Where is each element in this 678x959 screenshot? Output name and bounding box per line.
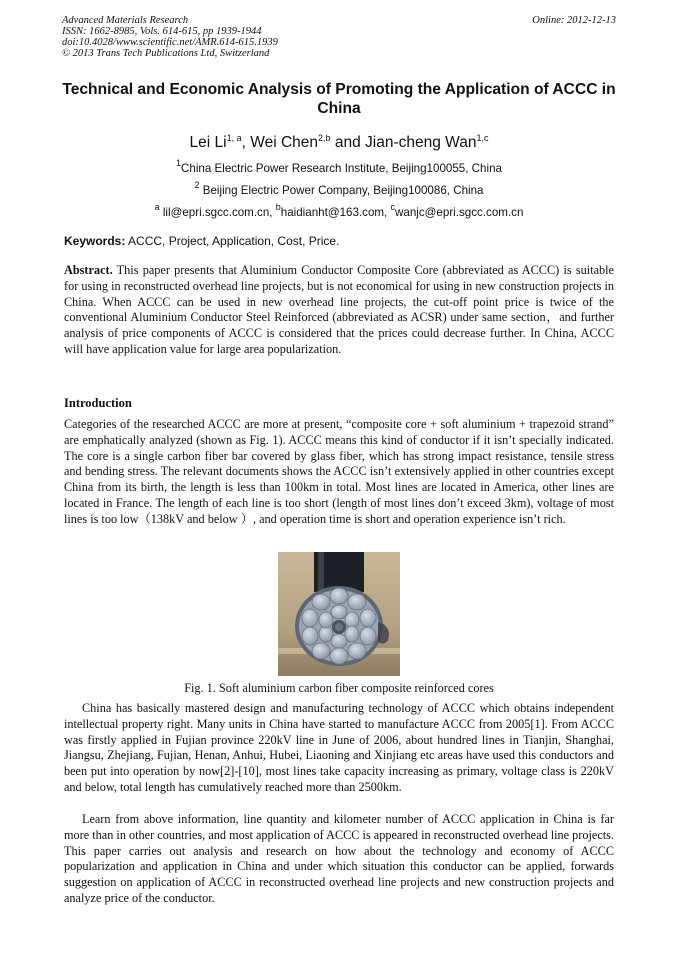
keywords-label: Keywords: [64, 234, 126, 248]
keywords [64, 234, 624, 248]
email-link[interactable]: haidianht@163.com, [280, 206, 391, 219]
section-heading: Introduction [64, 396, 132, 410]
email-link[interactable]: wanjc@epri.sgcc.com.cn [395, 206, 524, 219]
affiliation [40, 156, 638, 176]
email-list [40, 200, 638, 220]
figure-caption: Fig. 1. Soft aluminium carbon fiber composite reinforced cores [184, 681, 494, 695]
intro-paragraph-2: China has basically mastered design and manufacturing technology of ACCC which obtains independent intellectual property right. Many units in China have started to manufacture ACCC from 2005[1]. From ACCC was firstly applied in Fujian province 220kV line in June of 2006, about hundred lines in Tianjin, Shanghai, Jiangsu, Zhejiang, Fujian, Henan, Anhui, Hubei, Liaoning and Xinjiang etc areas have used this conductors and been put into operation by now[2]-[10], most lines take capacity increasing as primary, voltage class is 220kV and below, total length has cumulatively reached more than 2500km. [64, 701, 614, 794]
abstract-label: Abstract. [64, 263, 113, 277]
affiliation-text: Beijing Electric Power Company, Beijing100086, China [202, 184, 484, 197]
author-list [40, 129, 638, 152]
author-name: Lei Li [189, 134, 227, 151]
email-marker: a [154, 202, 160, 212]
keywords-text: ACCC, Project, Application, Cost, Price. [125, 234, 340, 248]
issn-line: ISSN: 1662-8985, Vols. 614-615, pp 1939-1944 [62, 26, 262, 37]
conductor-cross-section-photo [278, 552, 400, 676]
abstract [64, 263, 614, 358]
copyright-line: © 2013 Trans Tech Publications Ltd, Switzerland [62, 48, 270, 59]
affiliation [40, 178, 638, 198]
paper-title: Technical and Economic Analysis of Promoting the Application of ACCC in China [62, 81, 616, 117]
intro-paragraph-1: Categories of the researched ACCC are more at present, “composite core + soft aluminium + trapezoid strand” are emphatically analyzed (shown as Fig. 1). ACCC means this kind of conductor if it isn’t specially indicated. The core is a single carbon fiber bar covered by glass fiber, which has strong impact resistance, tensile stress and bending stress. The relevant documents shows the ACCC isn’t extensively applied in other countries except China from its birth, the length is less than 100km in total. Most lines are located in America, other lines are located in France. The length of each line is too short (length of most lines don’t exceed 3km), voltage of most lines is too low（138kV and below ）, and operation time is short and operation experience isn’t rich. [64, 417, 614, 526]
author-separator: and [330, 134, 366, 151]
email-marker: c [390, 202, 396, 212]
affiliation-marker: 1 [176, 158, 182, 168]
affiliation-marker: 2 [194, 180, 200, 190]
author-name: Wei Chen [250, 134, 319, 151]
author-marker: 2,b [318, 133, 331, 143]
doi-line: doi:10.4028/www.scientific.net/AMR.614-615.1939 [62, 37, 278, 48]
intro-paragraph-3: Learn from above information, line quantity and kilometer number of ACCC application in China is far more than in other countries, and most application of ACCC is appeared in reconstructed overhead line projects. This paper carries out analysis and research on how about the technology and economy of ACCC popularization and application in China and under which situation this conductor can be applied, forwards suggestion on application of ACCC in reconstructed overhead line projects and new construction projects and analyze price of the conductor. [64, 812, 614, 905]
figure-1 [278, 552, 400, 676]
email-marker: b [275, 202, 281, 212]
journal-header [62, 15, 616, 59]
abstract-text: This paper presents that Aluminium Conductor Composite Core (abbreviated as ACCC) is suitable for using in reconstructed overhead line projects, but is not economical for using in new construction projects in China. When ACCC can be used in new overhead line projects, the cut-off point price is twice of the conventional Aluminium Conductor Steel Reinforced (abbreviated as ACSR) under same section，and further analysis of price components of ACCC is considered that the prices could decrease further. In China, ACCC will have application value for large area popularization. [64, 263, 614, 356]
author-marker: 1,c [476, 133, 489, 143]
author-separator: , [241, 134, 251, 151]
email-link[interactable]: lil@epri.sgcc.com.cn, [162, 206, 276, 219]
online-date: Online: 2012-12-13 [532, 15, 616, 26]
author-marker: 1, a [226, 133, 242, 143]
affiliation-text: China Electric Power Research Institute, Beijing100055, China [181, 162, 502, 175]
author-name: Jian-cheng Wan [365, 134, 477, 151]
journal-name: Advanced Materials Research [62, 15, 189, 26]
